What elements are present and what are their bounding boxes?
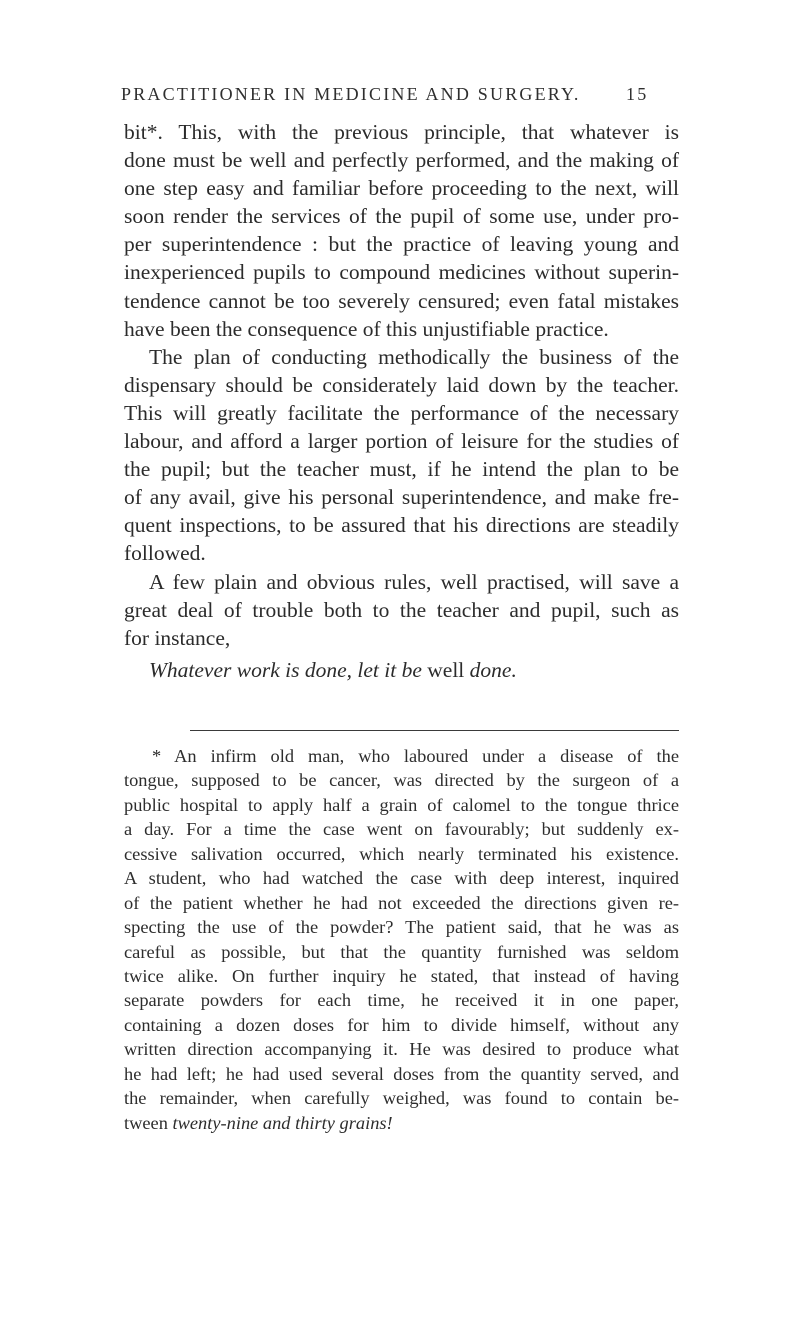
footnote-line: careful as possible, but that the quantity furnished was seldom (124, 941, 679, 962)
footnote-line: containing a dozen doses for him to divide himself, without any (124, 1014, 679, 1035)
footnote-line: separate powders for each time, he received it in one paper, (124, 990, 679, 1011)
text-line: A few plain and obvious rules, well practised, will save a (149, 569, 679, 594)
footnote-line: written direction accompanying it. He was desired to produce what (124, 1039, 679, 1060)
text-line: dispensary should be considerately laid down by the teacher. (124, 372, 679, 397)
maxim-italic-end: done. (469, 657, 517, 682)
footnote-line: a day. For a time the case went on favourably; but suddenly ex- (124, 819, 679, 840)
text-line: for instance, (124, 625, 231, 650)
footnote-line: tongue, supposed to be cancer, was directed by the surgeon of a (124, 770, 679, 791)
maxim-italic-part: Whatever work is done, let it be (149, 657, 422, 682)
text-line: soon render the services of the pupil of some use, under pro- (124, 204, 679, 229)
text-line: have been the consequence of this unjustifiable practice. (124, 316, 609, 341)
running-title: PRACTITIONER IN MEDICINE AND SURGERY. (121, 84, 581, 104)
paragraph-1 (124, 118, 679, 343)
main-text (124, 118, 679, 686)
paragraph-3 (124, 568, 679, 652)
footnote-last-prefix: tween (124, 1112, 173, 1133)
text-line: labour, and afford a larger portion of leisure for the studies of (124, 429, 679, 454)
footnote-line: specting the use of the powder? The patient said, that he was as (124, 917, 679, 938)
footnote-line: A student, who had watched the case with deep interest, inquired (124, 868, 679, 889)
text-line: per superintendence : but the practice of leaving young and (124, 232, 679, 257)
text-line: one step easy and familiar before proceeding to the next, will (124, 176, 679, 201)
page-number: 15 (626, 84, 649, 104)
maxim-roman-part: well (421, 657, 470, 682)
footnote-line: cessive salivation occurred, which nearly terminated his existence. (124, 843, 679, 864)
footnote-line: he had left; he had used several doses from the quantity served, and (124, 1063, 679, 1084)
text-line: followed. (124, 541, 206, 566)
footnote-last-line (124, 1111, 679, 1135)
text-line: This will greatly facilitate the performance of the necessary (124, 400, 679, 425)
paragraph-2 (124, 343, 679, 568)
text-line: bit*. This, with the previous principle, that whatever is (124, 120, 679, 144)
footnote-line: of the patient whether he had not exceeded the directions given re- (124, 892, 679, 913)
footnote-line: public hospital to apply half a grain of calomel to the tongue thrice (124, 794, 679, 815)
running-head (0, 84, 800, 108)
text-line: quent inspections, to be assured that his directions are steadily (124, 513, 679, 538)
footnote-rule (190, 730, 679, 731)
text-line: inexperienced pupils to compound medicines without superin- (124, 260, 679, 285)
text-line: tendence cannot be too severely censured; even fatal mistakes (124, 288, 679, 313)
footnote-last-italic: twenty-nine and thirty grains! (172, 1112, 393, 1133)
footnote-line: the remainder, when carefully weighed, was found to contain be- (124, 1088, 679, 1109)
maxim (124, 656, 679, 686)
footnote-line: * An infirm old man, who laboured under a disease of the (152, 746, 679, 766)
text-line: the pupil; but the teacher must, if he intend the plan to be (124, 457, 679, 482)
footnote-line: twice alike. On further inquiry he stated, that instead of having (124, 965, 679, 986)
text-line: done must be well and perfectly performed, and the making of (124, 148, 679, 173)
text-line: great deal of trouble both to the teacher and pupil, such as (124, 597, 679, 622)
text-line: of any avail, give his personal superintendence, and make fre- (124, 485, 679, 510)
text-line: The plan of conducting methodically the business of the (149, 344, 679, 369)
footnote (124, 744, 679, 1135)
